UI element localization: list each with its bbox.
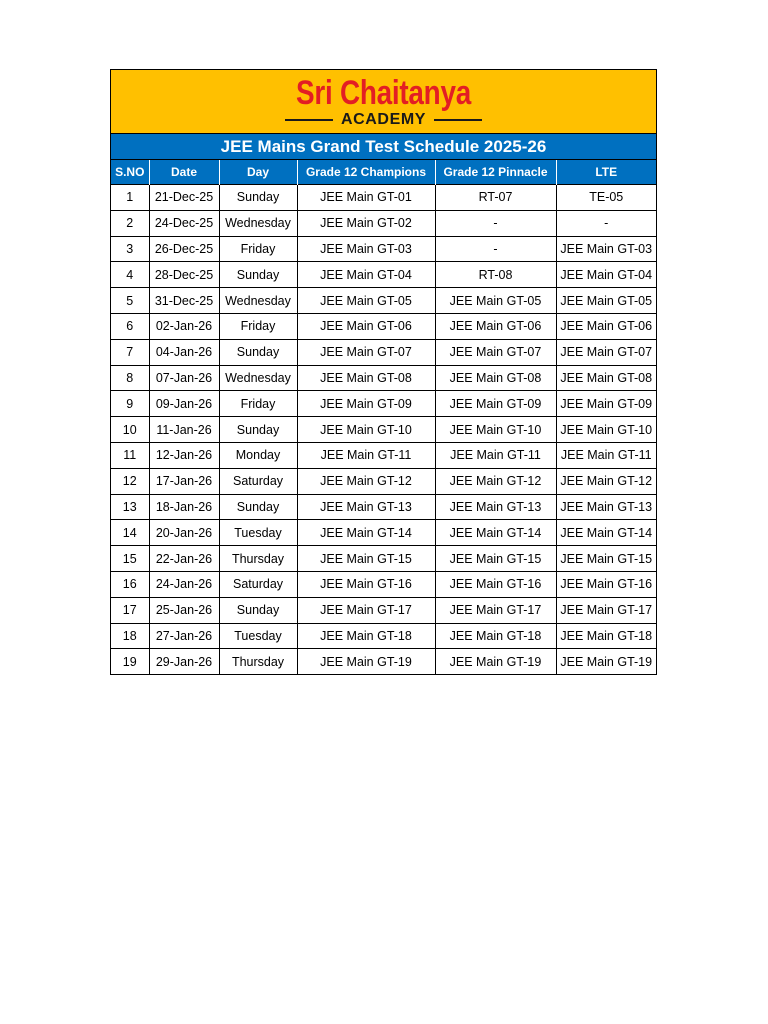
table-row — [111, 546, 656, 572]
cell-sno: 9 — [111, 391, 149, 417]
cell-pinnacle: RT-08 — [435, 262, 556, 288]
table-row — [111, 288, 656, 314]
cell-day: Tuesday — [219, 520, 297, 546]
cell-champions: JEE Main GT-18 — [297, 623, 435, 649]
table-header-row — [111, 160, 656, 185]
cell-pinnacle: - — [435, 210, 556, 236]
column-header-champions: Grade 12 Champions — [297, 160, 435, 185]
cell-date: 04-Jan-26 — [149, 339, 219, 365]
cell-date: 21-Dec-25 — [149, 185, 219, 211]
cell-pinnacle: JEE Main GT-17 — [435, 597, 556, 623]
cell-pinnacle: JEE Main GT-16 — [435, 571, 556, 597]
cell-pinnacle: JEE Main GT-15 — [435, 546, 556, 572]
cell-pinnacle: JEE Main GT-12 — [435, 468, 556, 494]
cell-lte: JEE Main GT-06 — [556, 313, 656, 339]
table-row — [111, 494, 656, 520]
cell-sno: 10 — [111, 417, 149, 443]
cell-lte: JEE Main GT-12 — [556, 468, 656, 494]
cell-lte: JEE Main GT-17 — [556, 597, 656, 623]
cell-date: 22-Jan-26 — [149, 546, 219, 572]
cell-champions: JEE Main GT-13 — [297, 494, 435, 520]
cell-lte: JEE Main GT-10 — [556, 417, 656, 443]
cell-pinnacle: - — [435, 236, 556, 262]
table-row — [111, 339, 656, 365]
cell-sno: 18 — [111, 623, 149, 649]
cell-champions: JEE Main GT-04 — [297, 262, 435, 288]
cell-date: 27-Jan-26 — [149, 623, 219, 649]
cell-date: 11-Jan-26 — [149, 417, 219, 443]
cell-date: 07-Jan-26 — [149, 365, 219, 391]
cell-sno: 4 — [111, 262, 149, 288]
schedule-title: JEE Mains Grand Test Schedule 2025-26 — [111, 134, 656, 160]
cell-pinnacle: JEE Main GT-18 — [435, 623, 556, 649]
brand-banner — [111, 70, 656, 134]
cell-day: Friday — [219, 236, 297, 262]
cell-day: Friday — [219, 313, 297, 339]
table-row — [111, 442, 656, 468]
column-header-lte: LTE — [556, 160, 656, 185]
cell-sno: 16 — [111, 571, 149, 597]
cell-pinnacle: JEE Main GT-14 — [435, 520, 556, 546]
cell-pinnacle: JEE Main GT-13 — [435, 494, 556, 520]
schedule-body — [111, 185, 656, 675]
cell-sno: 7 — [111, 339, 149, 365]
cell-date: 28-Dec-25 — [149, 262, 219, 288]
table-row — [111, 391, 656, 417]
cell-pinnacle: JEE Main GT-05 — [435, 288, 556, 314]
cell-champions: JEE Main GT-01 — [297, 185, 435, 211]
cell-champions: JEE Main GT-09 — [297, 391, 435, 417]
cell-day: Thursday — [219, 546, 297, 572]
cell-champions: JEE Main GT-15 — [297, 546, 435, 572]
table-row — [111, 236, 656, 262]
cell-date: 25-Jan-26 — [149, 597, 219, 623]
cell-pinnacle: RT-07 — [435, 185, 556, 211]
schedule-sheet — [110, 69, 657, 675]
cell-lte: JEE Main GT-15 — [556, 546, 656, 572]
cell-champions: JEE Main GT-14 — [297, 520, 435, 546]
cell-pinnacle: JEE Main GT-19 — [435, 649, 556, 674]
cell-sno: 2 — [111, 210, 149, 236]
cell-sno: 5 — [111, 288, 149, 314]
cell-lte: JEE Main GT-13 — [556, 494, 656, 520]
cell-champions: JEE Main GT-07 — [297, 339, 435, 365]
cell-champions: JEE Main GT-08 — [297, 365, 435, 391]
cell-day: Sunday — [219, 185, 297, 211]
cell-lte: JEE Main GT-14 — [556, 520, 656, 546]
cell-day: Tuesday — [219, 623, 297, 649]
cell-lte: JEE Main GT-19 — [556, 649, 656, 674]
cell-date: 17-Jan-26 — [149, 468, 219, 494]
cell-day: Friday — [219, 391, 297, 417]
cell-lte: TE-05 — [556, 185, 656, 211]
cell-pinnacle: JEE Main GT-08 — [435, 365, 556, 391]
cell-champions: JEE Main GT-02 — [297, 210, 435, 236]
cell-sno: 19 — [111, 649, 149, 674]
table-row — [111, 313, 656, 339]
cell-day: Wednesday — [219, 288, 297, 314]
cell-sno: 1 — [111, 185, 149, 211]
cell-date: 26-Dec-25 — [149, 236, 219, 262]
cell-sno: 14 — [111, 520, 149, 546]
column-header-date: Date — [149, 160, 219, 185]
table-row — [111, 571, 656, 597]
cell-lte: JEE Main GT-18 — [556, 623, 656, 649]
academy-row — [111, 110, 656, 130]
cell-champions: JEE Main GT-03 — [297, 236, 435, 262]
cell-day: Sunday — [219, 262, 297, 288]
table-row — [111, 623, 656, 649]
cell-date: 24-Jan-26 — [149, 571, 219, 597]
cell-pinnacle: JEE Main GT-06 — [435, 313, 556, 339]
cell-lte: JEE Main GT-04 — [556, 262, 656, 288]
table-row — [111, 597, 656, 623]
academy-label: ACADEMY — [340, 111, 427, 128]
cell-date: 18-Jan-26 — [149, 494, 219, 520]
cell-day: Sunday — [219, 494, 297, 520]
cell-pinnacle: JEE Main GT-09 — [435, 391, 556, 417]
cell-lte: - — [556, 210, 656, 236]
cell-sno: 15 — [111, 546, 149, 572]
cell-sno: 3 — [111, 236, 149, 262]
table-row — [111, 649, 656, 674]
cell-champions: JEE Main GT-17 — [297, 597, 435, 623]
schedule-table — [111, 160, 656, 674]
cell-date: 29-Jan-26 — [149, 649, 219, 674]
cell-champions: JEE Main GT-16 — [297, 571, 435, 597]
table-row — [111, 185, 656, 211]
cell-sno: 12 — [111, 468, 149, 494]
table-row — [111, 210, 656, 236]
academy-right-rule — [434, 119, 482, 121]
cell-pinnacle: JEE Main GT-10 — [435, 417, 556, 443]
cell-date: 24-Dec-25 — [149, 210, 219, 236]
cell-sno: 17 — [111, 597, 149, 623]
cell-champions: JEE Main GT-06 — [297, 313, 435, 339]
cell-lte: JEE Main GT-05 — [556, 288, 656, 314]
cell-pinnacle: JEE Main GT-11 — [435, 442, 556, 468]
table-row — [111, 262, 656, 288]
cell-lte: JEE Main GT-07 — [556, 339, 656, 365]
cell-day: Monday — [219, 442, 297, 468]
table-row — [111, 468, 656, 494]
cell-lte: JEE Main GT-16 — [556, 571, 656, 597]
cell-champions: JEE Main GT-12 — [297, 468, 435, 494]
cell-date: 20-Jan-26 — [149, 520, 219, 546]
cell-lte: JEE Main GT-11 — [556, 442, 656, 468]
cell-lte: JEE Main GT-08 — [556, 365, 656, 391]
table-row — [111, 417, 656, 443]
cell-day: Sunday — [219, 417, 297, 443]
cell-champions: JEE Main GT-11 — [297, 442, 435, 468]
cell-date: 31-Dec-25 — [149, 288, 219, 314]
cell-lte: JEE Main GT-09 — [556, 391, 656, 417]
table-row — [111, 520, 656, 546]
cell-date: 12-Jan-26 — [149, 442, 219, 468]
cell-champions: JEE Main GT-19 — [297, 649, 435, 674]
cell-sno: 13 — [111, 494, 149, 520]
column-header-sno: S.NO — [111, 160, 149, 185]
cell-day: Sunday — [219, 597, 297, 623]
cell-date: 02-Jan-26 — [149, 313, 219, 339]
cell-pinnacle: JEE Main GT-07 — [435, 339, 556, 365]
cell-champions: JEE Main GT-05 — [297, 288, 435, 314]
cell-day: Wednesday — [219, 365, 297, 391]
table-row — [111, 365, 656, 391]
cell-day: Sunday — [219, 339, 297, 365]
cell-sno: 8 — [111, 365, 149, 391]
cell-champions: JEE Main GT-10 — [297, 417, 435, 443]
academy-left-rule — [285, 119, 333, 121]
brand-logo-text: Sri Chaitanya — [296, 74, 471, 112]
column-header-day: Day — [219, 160, 297, 185]
cell-date: 09-Jan-26 — [149, 391, 219, 417]
cell-day: Thursday — [219, 649, 297, 674]
cell-sno: 6 — [111, 313, 149, 339]
cell-day: Saturday — [219, 571, 297, 597]
cell-lte: JEE Main GT-03 — [556, 236, 656, 262]
cell-sno: 11 — [111, 442, 149, 468]
column-header-pinnacle: Grade 12 Pinnacle — [435, 160, 556, 185]
cell-day: Wednesday — [219, 210, 297, 236]
cell-day: Saturday — [219, 468, 297, 494]
